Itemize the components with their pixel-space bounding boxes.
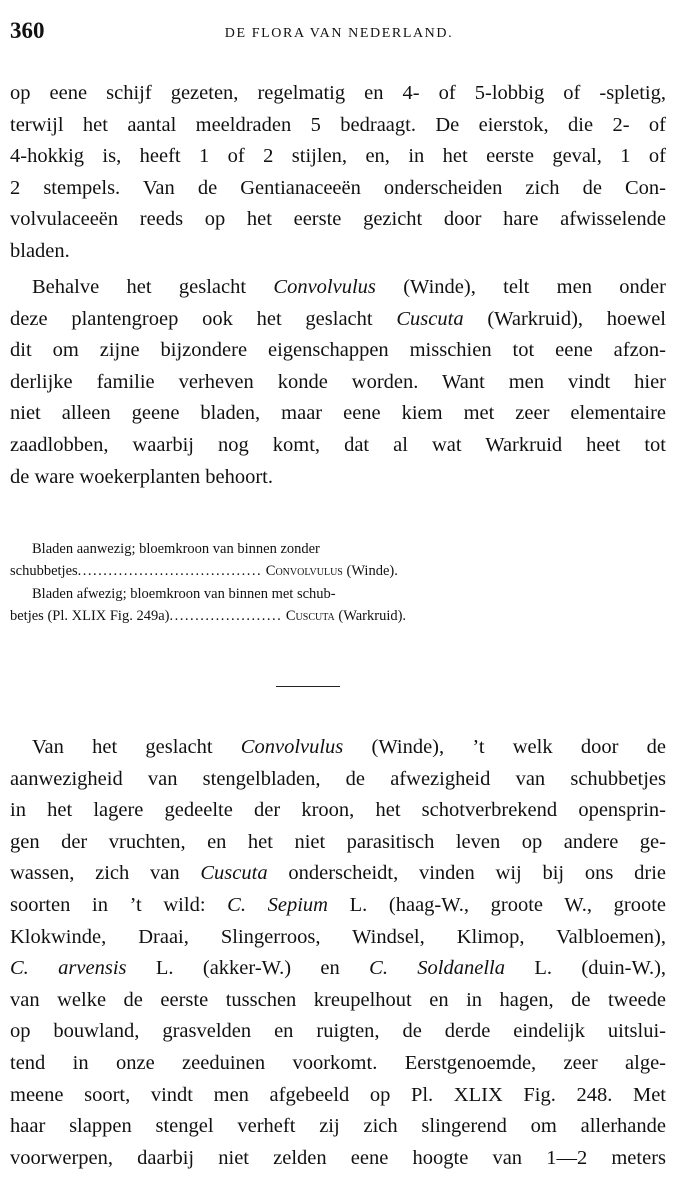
text-line: wassen, zich van Cuscuta onderscheidt, vinden wij bij ons drie (10, 862, 666, 885)
text-line: Van het geslacht Convolvulus (Winde), ’t welk door de (32, 736, 666, 758)
page-header (10, 18, 668, 48)
key-line: Bladen aanwezig; bloemkroon van binnen zonder (32, 541, 320, 557)
genus-name: Cuscuta (396, 307, 464, 330)
key-line: Bladen afwezig; bloemkroon van binnen met schub- (32, 585, 336, 602)
text-line: in het lagere gedeelte der kroon, het schotverbrekend opensprin- (10, 799, 666, 822)
text-line: dit om zijne bijzondere eigenschappen misschien tot eene afzon- (10, 339, 666, 362)
page-number: 360 (10, 18, 45, 43)
text-line: gen der vruchten, en het niet parasitisch leven op andere ge- (10, 830, 666, 853)
paragraph-2 (10, 272, 666, 493)
section-divider (276, 686, 340, 687)
text-line: op bouwland, grasvelden en ruigten, de derde eindelijk uitslui- (10, 1020, 666, 1043)
text-line: volvulaceeën reeds op het eerste gezicht door hare afwisselende (10, 208, 666, 231)
species-name: C. Soldanella (369, 957, 505, 980)
text-line: voorwerpen, daarbij niet zelden eene hoogte van 1—2 meters (10, 1146, 666, 1169)
running-title: DE FLORA VAN NEDERLAND. (224, 26, 454, 41)
text-line: meene soort, vindt men afgebeeld op Pl. XLIX Fig. 248. Met (10, 1083, 666, 1106)
identification-key (10, 538, 666, 627)
text-line: 4-hokkig is, heeft 1 of 2 stijlen, en, in het eerste geval, 1 of (10, 145, 666, 168)
text-line: deze plantengroep ook het geslacht Cuscuta (Warkruid), hoewel (10, 307, 666, 330)
text-line: derlijke familie verheven konde worden. Want men vindt hier (10, 370, 666, 393)
genus-name: Cuscuta (200, 862, 268, 885)
text-line: de ware woekerplanten behoort. (10, 465, 273, 488)
key-line: schubbetjes.................................... Convolvulus (Winde). (10, 563, 398, 580)
text-line: 2 stempels. Van de Gentianaceeën onderscheiden zich de Con- (10, 176, 666, 199)
genus-name: Convolvulus (240, 736, 344, 758)
paragraph-1 (10, 78, 666, 268)
text-line: C. arvensis L. (akker-W.) en C. Soldanella L. (duin-W.), (10, 957, 667, 980)
text-line: op eene schijf gezeten, regelmatig en 4- of 5-lobbig of -spletig, (10, 82, 666, 104)
genus-name: Convolvulus (273, 276, 376, 298)
key-line: betjes (Pl. XLIX Fig. 249a)...................... Cuscuta (Warkruid). (10, 607, 407, 624)
text-line: tend in onze zeeduinen voorkomt. Eerstgenoemde, zeer alge- (10, 1051, 666, 1074)
paragraph-3 (10, 732, 666, 1174)
text-line: bladen. (10, 239, 70, 262)
text-line: aanwezigheid van stengelbladen, de afwezigheid van schubbetjes (10, 767, 666, 790)
key-genus: Cuscuta (285, 607, 335, 624)
species-name: C. Sepium (227, 893, 328, 916)
text-line: zaadlobben, waarbij nog komt, dat al wat Warkruid heet tot (10, 433, 666, 456)
species-name: C. arvensis (10, 957, 127, 980)
text-line: terwijl het aantal meeldraden 5 bedraagt. De eierstok, die 2- of (10, 113, 666, 136)
text-line: Klokwinde, Draai, Slingerroos, Windsel, Klimop, Valbloemen), (10, 925, 666, 948)
text-line: van welke de eerste tusschen kreupelhout en in hagen, de tweede (10, 988, 666, 1011)
text-line: Behalve het geslacht Convolvulus (Winde), telt men onder (32, 276, 666, 298)
text-line: haar slappen stengel verheft zij zich slingerend om allerhande (10, 1115, 666, 1138)
text-line: soorten in ’t wild: C. Sepium L. (haag-W., groote W., groote (10, 893, 666, 916)
key-genus: Convolvulus (265, 563, 343, 580)
text-line: niet alleen geene bladen, maar eene kiem met zeer elementaire (10, 402, 666, 425)
